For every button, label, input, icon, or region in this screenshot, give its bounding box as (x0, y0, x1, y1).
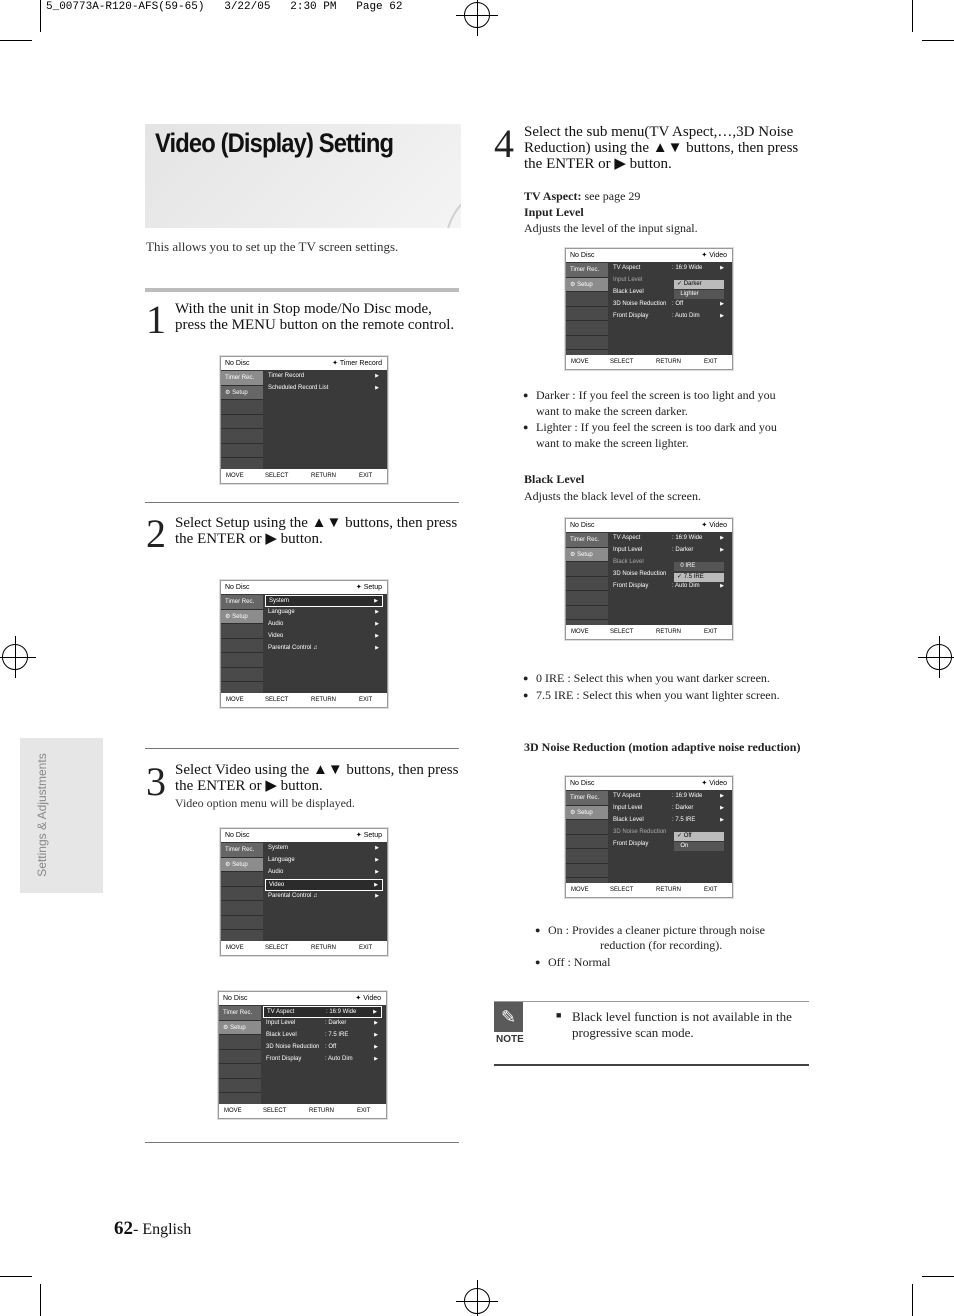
gear-icon: ⚙ (225, 861, 231, 868)
registration-mark (464, 1288, 490, 1314)
menu-item: System ▶ (265, 595, 383, 607)
bullet-0-ire: ● 0 IRE : Select this when you want darker screen. (536, 670, 806, 686)
section-tab-label: Settings & Adjustments (35, 753, 49, 877)
step-4-text: Select the sub menu(TV Aspect,…,3D Noise Reduction) using the ▲▼ buttons, then press the ENTER or ▶ button. (524, 124, 799, 172)
print-slug: 5_00773A-R120-AFS(59-65) 3/22/05 2:30 PM Page 62 (46, 1, 403, 13)
bullet-lighter: ● Lighter : If you feel the screen is too dark and you want to make the screen lighter. (536, 419, 796, 451)
step-1-text: With the unit in Stop mode/No Disc mode, press the MENU button on the remote control. (175, 301, 455, 333)
gear-icon: ⚙ (223, 1024, 229, 1031)
section-tab (20, 738, 103, 893)
input-level-desc: Adjusts the level of the input signal. (524, 221, 698, 235)
option-popup: ✓ Off (674, 832, 724, 841)
option-popup: 0 IRE (674, 562, 724, 571)
note-icon: ✎ (494, 1002, 523, 1032)
step-number: 4 (494, 121, 514, 166)
step-number: 1 (146, 297, 166, 342)
page-number: 62- English (114, 1218, 192, 1239)
note-bullet: ■ (556, 1010, 562, 1020)
gear-icon: ⚙ (570, 551, 576, 558)
bullet-off: ● Off : Normal (548, 954, 798, 970)
step-3-text: Select Video using the ▲▼ buttons, then press the ENTER or ▶ button. (175, 762, 459, 794)
gear-icon: ⚙ (570, 809, 576, 816)
disc-icon (445, 184, 461, 228)
menu-item: Timer Record ▶ (268, 373, 379, 379)
input-level-title: Input Level (524, 205, 584, 219)
bullet-on-cont: reduction (for recording). (600, 938, 723, 952)
intro-text: This allows you to set up the TV screen settings. (146, 239, 399, 254)
registration-mark (926, 644, 952, 670)
registration-mark (2, 644, 28, 670)
page-title: Video (Display) Setting (155, 128, 394, 158)
registration-mark (464, 2, 490, 28)
osd-screen-setup-video: No Disc ✦ Setup Timer Rec. ⚙ Setup System ▶ Language ▶ Audio ▶ Video ▶ Parental Control ♫ ▶ MOVE SELECT RETURN EXIT (220, 828, 388, 956)
osd-screen-setup: No Disc ✦ Setup Timer Rec. ⚙ Setup System ▶ Language ▶ Audio ▶ Video ▶ Parental Control ♫ ▶ MOVE SELECT RETURN EXIT (220, 580, 388, 708)
lock-icon: ♫ (313, 893, 318, 899)
osd-screen-noise-reduction: No Disc ✦ Video Timer Rec. ⚙ Setup TV Aspect : 16:9 Wide ▶ Input Level : Darker ▶ Black Level : 7.5 IRE ▶ 3D Noise Reduction Front Display ✓ Off On MOVE SELECT RETURN EXIT (565, 776, 733, 898)
step-3-subtext: Video option menu will be displayed. (175, 796, 355, 810)
bullet-on: ● On : Provides a cleaner picture through noise (548, 922, 798, 938)
note-label: NOTE (496, 1034, 524, 1045)
menu-item: Scheduled Record List ▶ (268, 385, 379, 391)
osd-screen-timer-record: No Disc ✦ Timer Record Timer Rec. ⚙ Setup Timer Record ▶ Scheduled Record List ▶ MOVE SELECT RETURN EXIT (220, 356, 388, 484)
sidebar-item-timer-rec: Timer Rec. (221, 371, 263, 386)
step-number: 3 (146, 759, 166, 804)
black-level-desc: Adjusts the black level of the screen. (524, 489, 701, 503)
note-text: Black level function is not available in the progressive scan mode. (572, 1009, 792, 1040)
osd-screen-input-level: No Disc ✦ Video Timer Rec. ⚙ Setup TV Aspect : 16:9 Wide ▶ Input Level Black Level 3D Noise Reduction : Off ▶ Front Display : Auto Dim ▶ ✓ Darker Lighter MOVE SELECT RETURN EXIT (565, 248, 733, 370)
menu-item: Video ▶ (265, 879, 383, 891)
noise-reduction-title: 3D Noise Reduction (motion adaptive noise reduction) (524, 740, 801, 754)
step-2-text: Select Setup using the ▲▼ buttons, then press the ENTER or ▶ button. (175, 515, 458, 547)
step-number: 2 (146, 511, 166, 556)
gear-icon: ⚙ (225, 389, 231, 396)
bullet-darker: ● Darker : If you feel the screen is too light and you want to make the screen darker. (536, 387, 796, 419)
sidebar-item-setup: ⚙ Setup (221, 386, 263, 401)
osd-screen-black-level: No Disc ✦ Video Timer Rec. ⚙ Setup TV Aspect : 16:9 Wide ▶ Input Level : Darker ▶ Black Level 3D Noise Reduction Front Display : Auto Dim ▶ 0 IRE ✓ 7.5 IRE MOVE SELECT RETURN EXIT (565, 518, 733, 640)
gear-icon: ⚙ (570, 281, 576, 288)
lock-icon: ♫ (313, 645, 318, 651)
tv-aspect-note: TV Aspect: see page 29 (524, 189, 641, 203)
option-popup: ✓ Darker (674, 280, 724, 289)
black-level-title: Black Level (524, 472, 585, 486)
gear-icon: ⚙ (225, 613, 231, 620)
bullet-7-5-ire: ● 7.5 IRE : Select this when you want lighter screen. (536, 687, 786, 703)
osd-screen-video: No Disc ✦ Video Timer Rec. ⚙ Setup TV Aspect : 16:9 Wide ▶ Input Level : Darker ▶ Black Level : 7.5 IRE ▶ 3D Noise Reduction : Off ▶ Front Display : Auto Dim ▶ MOVE SELECT RETURN EXIT (218, 991, 387, 1119)
